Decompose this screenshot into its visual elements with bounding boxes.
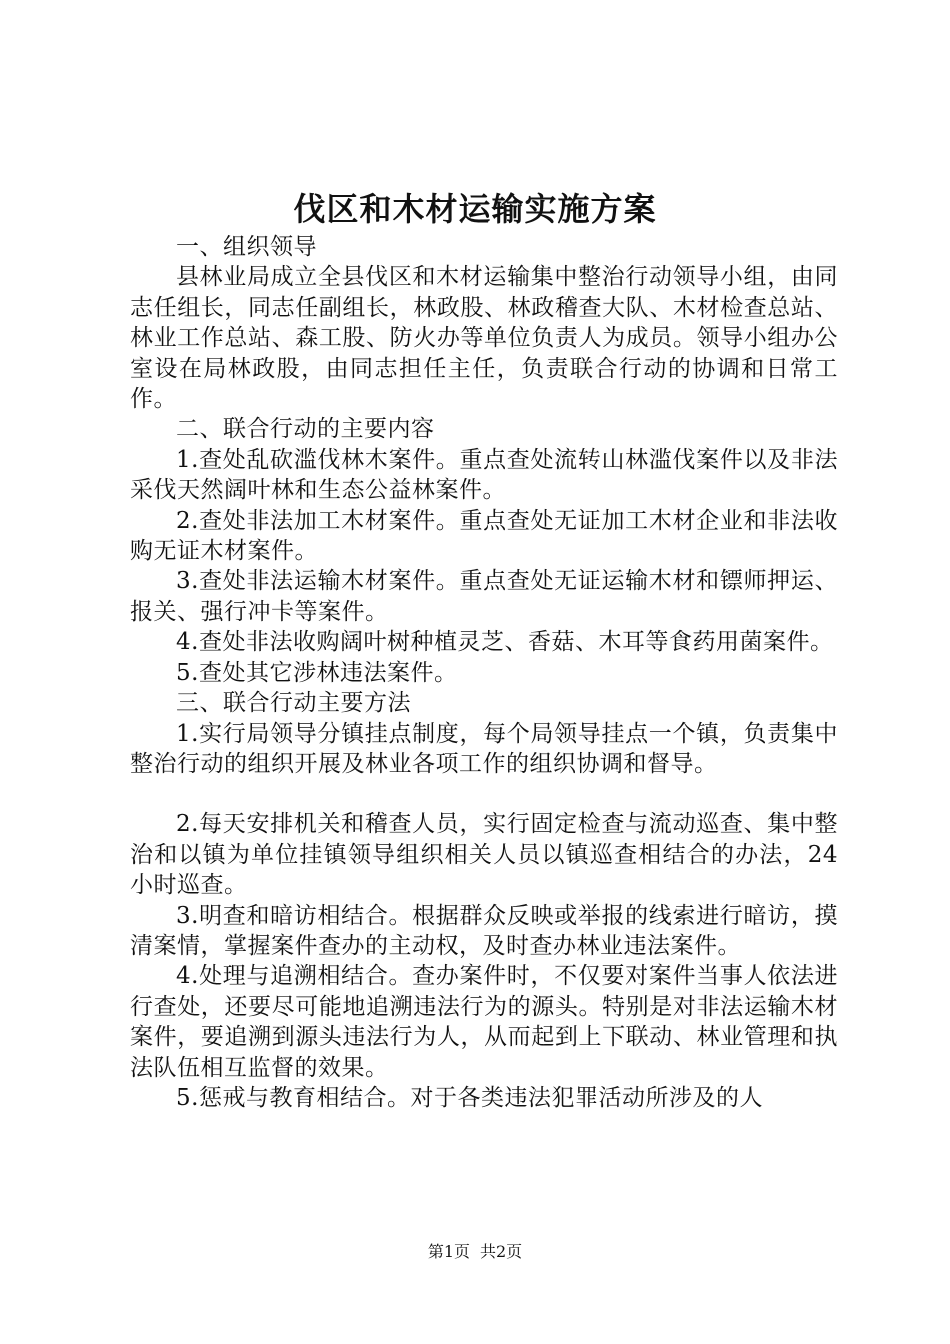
method-item-4: 4.处理与追溯相结合。查办案件时，不仅要对案件当事人依法进行查处，还要尽可能地追溯违法行为的源头。特别是对非法运输木材案件，要追溯到源头违法行为人，从而起到上下联动、林业管理和执法队伍相互监督的效果。 (130, 963, 838, 1081)
page-total: 共2页 (480, 1242, 523, 1261)
method-item-1: 1.实行局领导分镇挂点制度，每个局领导挂点一个镇，负责集中整治行动的组织开展及林业各项工作的组织协调和督导。 (130, 720, 838, 777)
section-heading-2: 二、联合行动的主要内容 (176, 416, 435, 443)
section-heading-1: 一、组织领导 (176, 234, 317, 260)
content-item-5: 5.查处其它涉林违法案件。 (176, 659, 458, 686)
method-item-3: 3.明查和暗访相结合。根据群众反映或举报的线索进行暗访，摸清案情，掌握案件查办的主动权，及时查办林业违法案件。 (130, 902, 838, 959)
document-title: 伐区和木材运输实施方案 (293, 190, 657, 228)
method-item-5: 5.惩戒与教育相结合。对于各类违法犯罪活动所涉及的人 (176, 1084, 763, 1111)
method-item-2: 2.每天安排机关和稽查人员，实行固定检查与流动巡查、集中整治和以镇为单位挂镇领导组织相关人员以镇巡查相结合的办法，24小时巡查。 (130, 811, 838, 899)
content-item-2: 2.查处非法加工木材案件。重点查处无证加工木材企业和非法收购无证木材案件。 (130, 507, 838, 565)
page-number: 第1页 (427, 1242, 470, 1261)
paragraph-leadership: 县林业局成立全县伐区和木材运输集中整治行动领导小组，由同志任组长，同志任副组长，林政股、林政稽查大队、木材检查总站、林业工作总站、森工股、防火办等单位负责人为成员。领导小组办公室设在局林政股，由同志担任主任，负责联合行动的协调和日常工作。 (130, 264, 838, 413)
page-footer (0, 1242, 950, 1262)
content-item-1: 1.查处乱砍滥伐林木案件。重点查处流转山林滥伐案件以及非法采伐天然阔叶林和生态公益林案件。 (130, 446, 838, 504)
blank-line (130, 779, 838, 809)
document-body (130, 232, 838, 1113)
content-item-4: 4.查处非法收购阔叶树种植灵芝、香菇、木耳等食药用菌案件。 (176, 629, 834, 656)
content-item-3: 3.查处非法运输木材案件。重点查处无证运输木材和镖师押运、报关、强行冲卡等案件。 (130, 568, 838, 625)
section-heading-3: 三、联合行动主要方法 (176, 690, 411, 717)
